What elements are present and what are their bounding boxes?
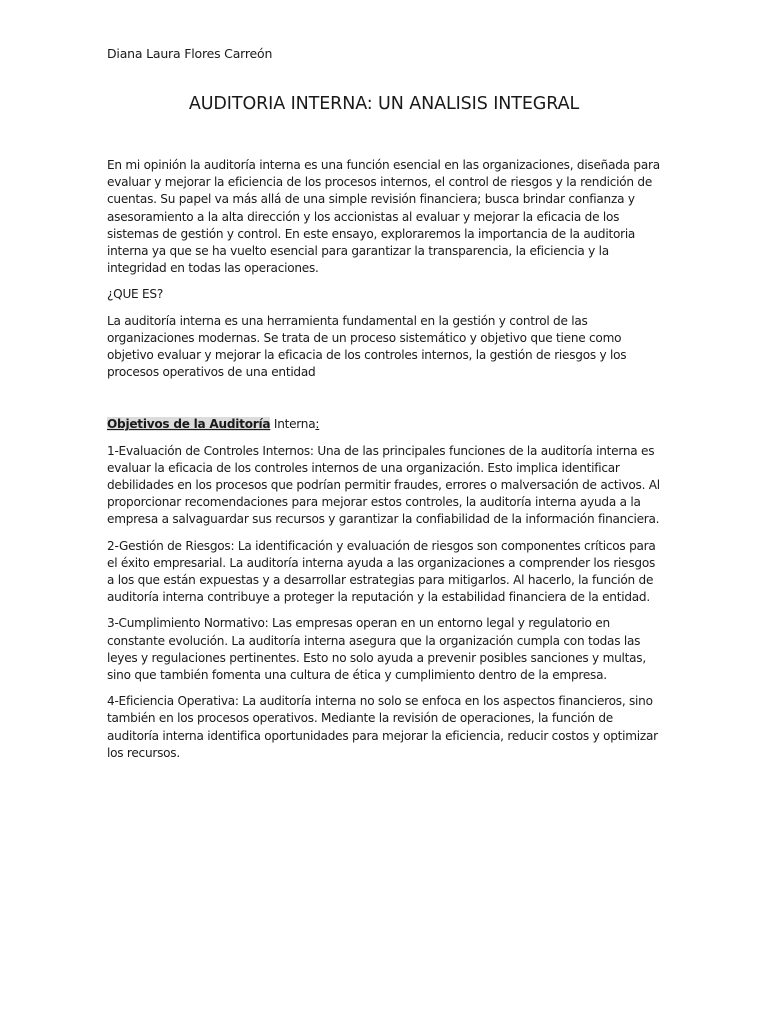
objective-item: 1-Evaluación de Controles Internos: Una de las principales funciones de la auditoría interna es evaluar la eficacia de los controles internos de una organización. Esto implica identificar debilidades en los procesos que podrían permitir fraudes, errores o malversación de activos. Al proporcionar recomendaciones para mejorar estos controles, la auditoría interna ayuda a la empresa a salvaguardar sus recursos y garantizar la confiabilidad de la información financiera.	[107, 443, 660, 527]
document-title: AUDITORIA INTERNA: UN ANALISIS INTEGRAL	[188, 94, 580, 114]
document-body	[107, 157, 663, 771]
objectives-heading-colon: :	[315, 417, 320, 432]
objectives-heading-highlight: Objetivos de la Auditoría	[107, 417, 271, 432]
objectives-heading-rest: Interna	[270, 417, 316, 432]
objective-item: 3-Cumplimiento Normativo: Las empresas operan en un entorno legal y regulatorio en constante evolución. La auditoría interna asegura que la organización cumpla con todas las leyes y regulaciones pertinentes. Esto no solo ayuda a prevenir posibles sanciones y multas, sino que también fomenta una cultura de ética y cumplimiento dentro de la empresa.	[107, 616, 646, 683]
question-heading: ¿QUE ES?	[107, 287, 164, 302]
section-spacer	[107, 390, 663, 416]
intro-paragraph: En mi opinión la auditoría interna es una función esencial en las organizaciones, diseñada para evaluar y mejorar la eficiencia de los procesos internos, el control de riesgos y la rendición de cuentas. Su papel va más allá de una simple revisión financiera; busca brindar confianza y asesoramiento a la alta dirección y los accionistas al evaluar y mejorar la eficacia de los sistemas de gestión y control. En este ensayo, exploraremos la importancia de la auditoria interna ya que se ha vuelto esencial para garantizar la transparencia, la eficiencia y la integridad en todas las operaciones.	[107, 158, 660, 276]
definition-paragraph: La auditoría interna es una herramienta fundamental en la gestión y control de las organizaciones modernas. Se trata de un proceso sistemático y objetivo que tiene como objetivo evaluar y mejorar la eficacia de los controles internos, la gestión de riesgos y los procesos operativos de una entidad	[107, 313, 627, 380]
objective-item: 2-Gestión de Riesgos: La identificación y evaluación de riesgos son componentes críticos para el éxito empresarial. La auditoría interna ayuda a las organizaciones a comprender los riesgos a los que están expuestas y a desarrollar estrategias para mitigarlos. Al hacerlo, la función de auditoría interna contribuye a proteger la reputación y la estabilidad financiera de la entidad.	[107, 538, 656, 605]
objectives-heading	[107, 416, 663, 433]
author-name: Diana Laura Flores Carreón	[107, 46, 273, 61]
objective-item: 4-Eficiencia Operativa: La auditoría interna no solo se enfoca en los aspectos financieros, sino también en los procesos operativos. Mediante la revisión de operaciones, la función de auditoría interna identifica oportunidades para mejorar la eficiencia, reducir costos y optimizar los recursos.	[107, 694, 658, 760]
